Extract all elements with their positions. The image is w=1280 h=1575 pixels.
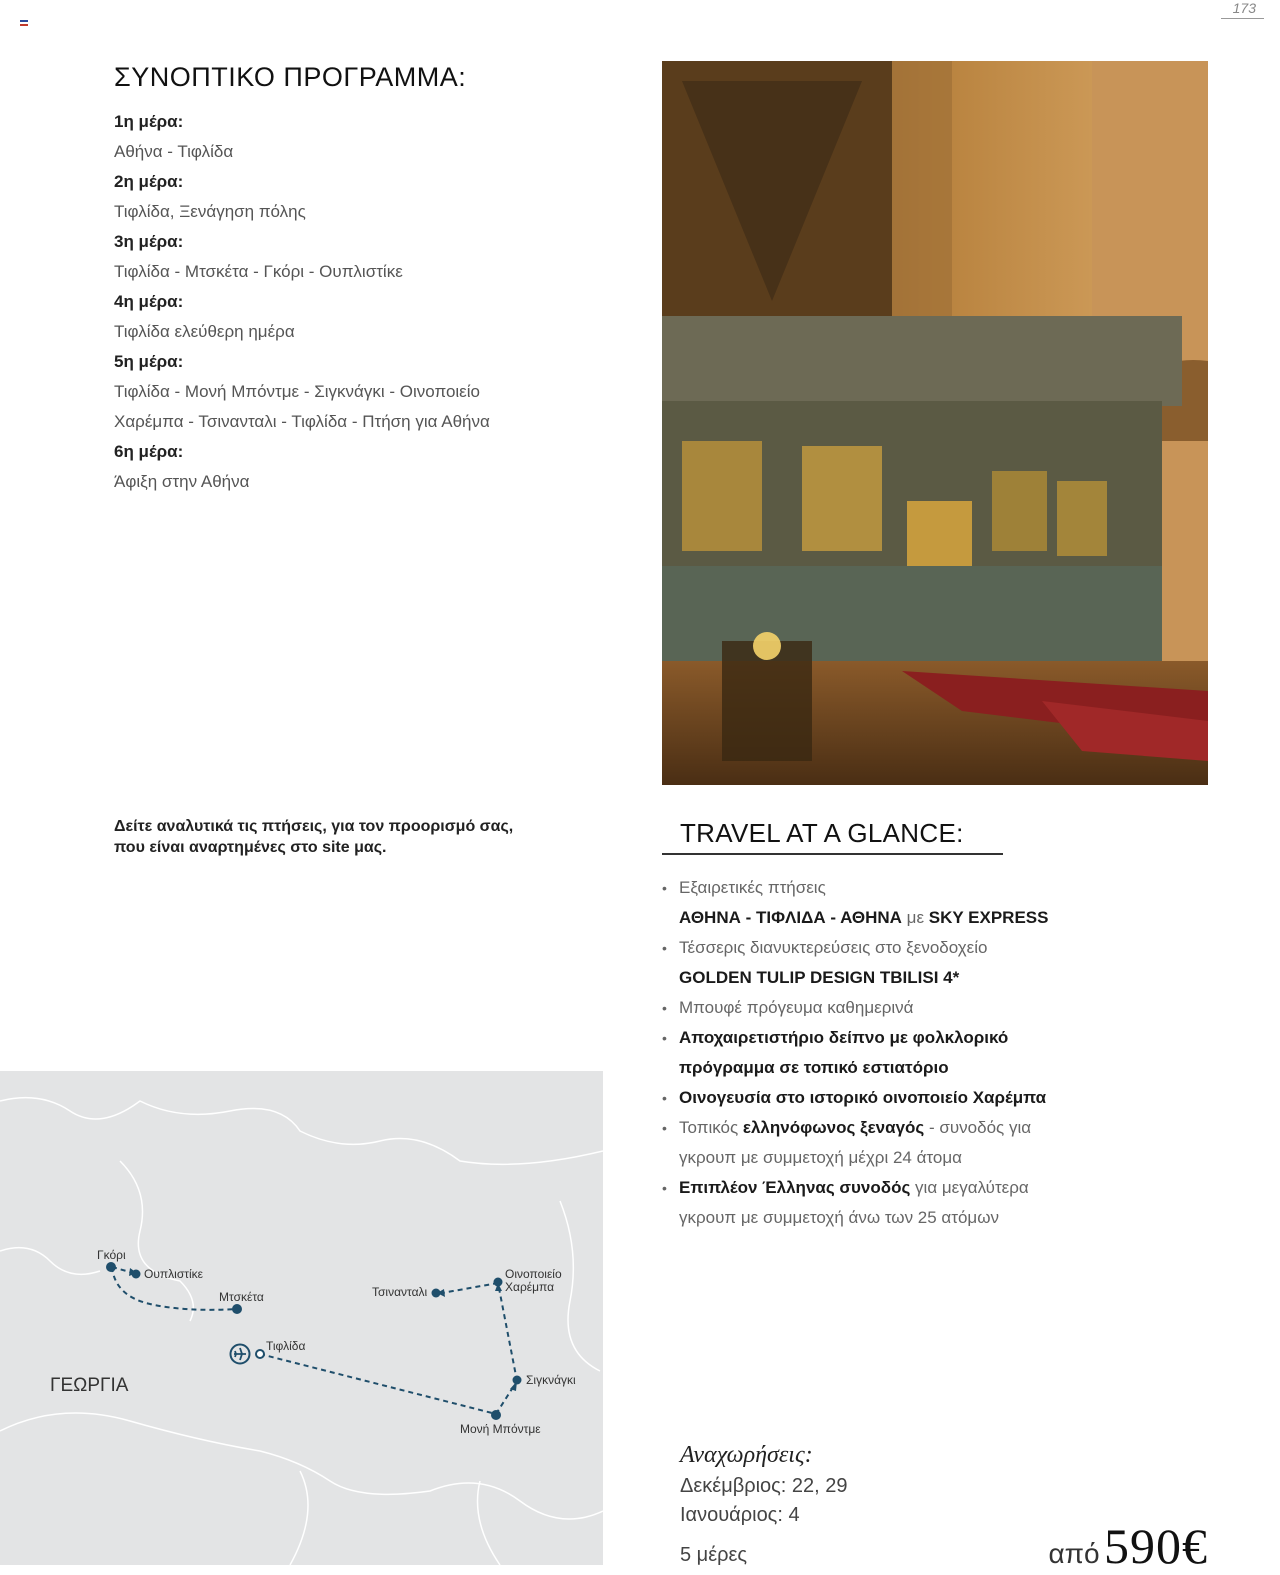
- map-label-gori: Γκόρι: [97, 1248, 126, 1262]
- map-label-tsinandali: Τσινανταλι: [372, 1285, 428, 1299]
- price-value: 590€: [1104, 1518, 1208, 1574]
- glance-item: [662, 1173, 1222, 1203]
- glance-text: GOLDEN TULIP DESIGN TBILISI 4*: [679, 968, 960, 987]
- glance-text: SKY EXPRESS: [928, 908, 1049, 927]
- departures-title: Αναχωρήσεις:: [680, 1442, 813, 1468]
- flights-note-line: που είναι αναρτημένες στο site μας.: [114, 839, 387, 856]
- map-point-mtskheta: [232, 1304, 242, 1314]
- day-1: [114, 107, 634, 167]
- glance-item: [662, 1113, 1222, 1143]
- glance-text: γκρουπ με συμμετοχή μέχρι 24 άτομα: [679, 1148, 962, 1167]
- map-label-signagi: Σιγκνάγκι: [526, 1373, 576, 1387]
- glance-item: [662, 903, 1222, 933]
- day-2: [114, 167, 634, 227]
- day-text: Τιφλίδα ελεύθερη ημέρα: [114, 322, 295, 341]
- day-text: Τιφλίδα, Ξενάγηση πόλης: [114, 202, 306, 221]
- cathedral-interior-photo: [662, 61, 1208, 785]
- glance-text: Επιπλέον Έλληνας συνοδός: [679, 1178, 911, 1197]
- glance-text: ελληνόφωνος ξεναγός: [742, 1118, 925, 1137]
- glance-text: Τοπικός: [679, 1118, 743, 1137]
- map-border: [0, 1248, 100, 1275]
- trip-duration: 5 μέρες: [680, 1544, 748, 1566]
- glance-text: - συνοδός για: [924, 1118, 1032, 1137]
- route-signagi-winery: [498, 1283, 517, 1381]
- map-point-tbilisi: [256, 1350, 264, 1358]
- map-border: [560, 1201, 600, 1371]
- map-border: [290, 1471, 308, 1565]
- day-label: 1η μέρα:: [114, 112, 184, 131]
- page-number: 173: [1221, 0, 1264, 19]
- glance-text: Μπουφέ πρόγευμα καθημερινά: [679, 998, 914, 1017]
- glance-item: [662, 963, 1222, 993]
- glance-text: γκρουπ με συμμετοχή άνω των 25 ατόμων: [679, 1208, 999, 1227]
- summary-program: [114, 62, 634, 497]
- map-label-uplistsikhe: Ουπλιστίκε: [144, 1267, 204, 1281]
- departure-date: Ιανουάριος: 4: [680, 1504, 800, 1526]
- flag-icon: [20, 20, 28, 26]
- map-point-uplistsikhe: [132, 1270, 141, 1279]
- day-text: Άφιξη στην Αθήνα: [114, 472, 250, 491]
- flights-note: [114, 816, 574, 858]
- day-label: 6η μέρα:: [114, 442, 184, 461]
- glance-list: [662, 873, 1222, 1233]
- glance-text: Οινογευσία στο ιστορικό οινοποιείο Χαρέμπα: [679, 1088, 1047, 1107]
- day-4: [114, 287, 634, 347]
- glance-item: [662, 1053, 1222, 1083]
- route-winery-tsinandali: [442, 1283, 498, 1293]
- glance-item: [662, 1143, 1222, 1173]
- price-prefix: από: [1048, 1538, 1100, 1569]
- map-label-mtskheta: Μτσκέτα: [219, 1290, 264, 1304]
- day-text: Χαρέμπα - Τσινανταλι - Τιφλίδα - Πτήση για Αθήνα: [114, 412, 490, 431]
- day-text: Τιφλίδα - Μτσκέτα - Γκόρι - Ουπλιστίκε: [114, 262, 403, 281]
- day-text: Τιφλίδα - Μονή Μπόντμε - Σιγκνάγκι - Οινοποιείο: [114, 382, 480, 401]
- map-label-tbilisi: Τιφλίδα: [266, 1339, 306, 1353]
- departure-date: Δεκέμβριος: 22, 29: [680, 1475, 848, 1497]
- glance-item: [662, 933, 1222, 963]
- map-point-tsinandali: [432, 1289, 441, 1298]
- day-text: Αθήνα - Τιφλίδα: [114, 142, 234, 161]
- map-label-bodbe: Μονή Μπόντμε: [460, 1422, 541, 1436]
- map-point-winery: [494, 1278, 503, 1287]
- day-label: 2η μέρα:: [114, 172, 184, 191]
- glance-item: [662, 1023, 1222, 1053]
- glance-text: για μεγαλύτερα: [910, 1178, 1029, 1197]
- day-3: [114, 227, 634, 287]
- glance-text: με: [901, 908, 929, 927]
- glance-item: [662, 1203, 1222, 1233]
- price: [1048, 1517, 1208, 1575]
- travel-at-a-glance: [662, 818, 1222, 1233]
- day-5: [114, 347, 634, 437]
- glance-text: Αποχαιρετιστήριο δείπνο με φολκλορικό: [679, 1028, 1009, 1047]
- flights-note-line: Δείτε αναλυτικά τις πτήσεις, για τον προορισμό σας,: [114, 818, 514, 835]
- glance-item: [662, 1083, 1222, 1113]
- glance-text: Τέσσερις διανυκτερεύσεις στο ξενοδοχείο: [679, 938, 988, 957]
- day-label: 5η μέρα:: [114, 352, 184, 371]
- map-country-label: ΓΕΩΡΓΙΑ: [50, 1375, 129, 1396]
- map-border: [0, 1098, 603, 1165]
- route-tbilisi-bodbe: [260, 1354, 496, 1414]
- glance-item: [662, 873, 1222, 903]
- day-6: [114, 437, 634, 497]
- summary-title: ΣΥΝΟΠΤΙΚΟ ΠΡΟΓΡΑΜΜΑ:: [114, 62, 467, 92]
- airplane-icon: [231, 1345, 250, 1364]
- glance-title: TRAVEL AT A GLANCE:: [662, 818, 1003, 855]
- route-map: [0, 1071, 603, 1565]
- glance-text: Εξαιρετικές πτήσεις: [679, 878, 826, 897]
- map-point-signagi: [513, 1376, 522, 1385]
- map-point-gori: [106, 1262, 116, 1272]
- map-label-winery: Οινοποιείο: [505, 1267, 562, 1281]
- glance-text: ΑΘΗΝΑ - ΤΙΦΛΙΔΑ - ΑΘΗΝΑ: [679, 908, 902, 927]
- map-label-winery: Χαρέμπα: [505, 1280, 555, 1294]
- day-label: 3η μέρα:: [114, 232, 184, 251]
- day-label: 4η μέρα:: [114, 292, 184, 311]
- day-list: [114, 107, 634, 497]
- departures: [680, 1438, 980, 1567]
- map-border: [478, 1481, 501, 1565]
- map-point-bodbe: [491, 1410, 501, 1420]
- glance-text: πρόγραμμα σε τοπικό εστιατόριο: [679, 1058, 949, 1077]
- glance-item: [662, 993, 1222, 1023]
